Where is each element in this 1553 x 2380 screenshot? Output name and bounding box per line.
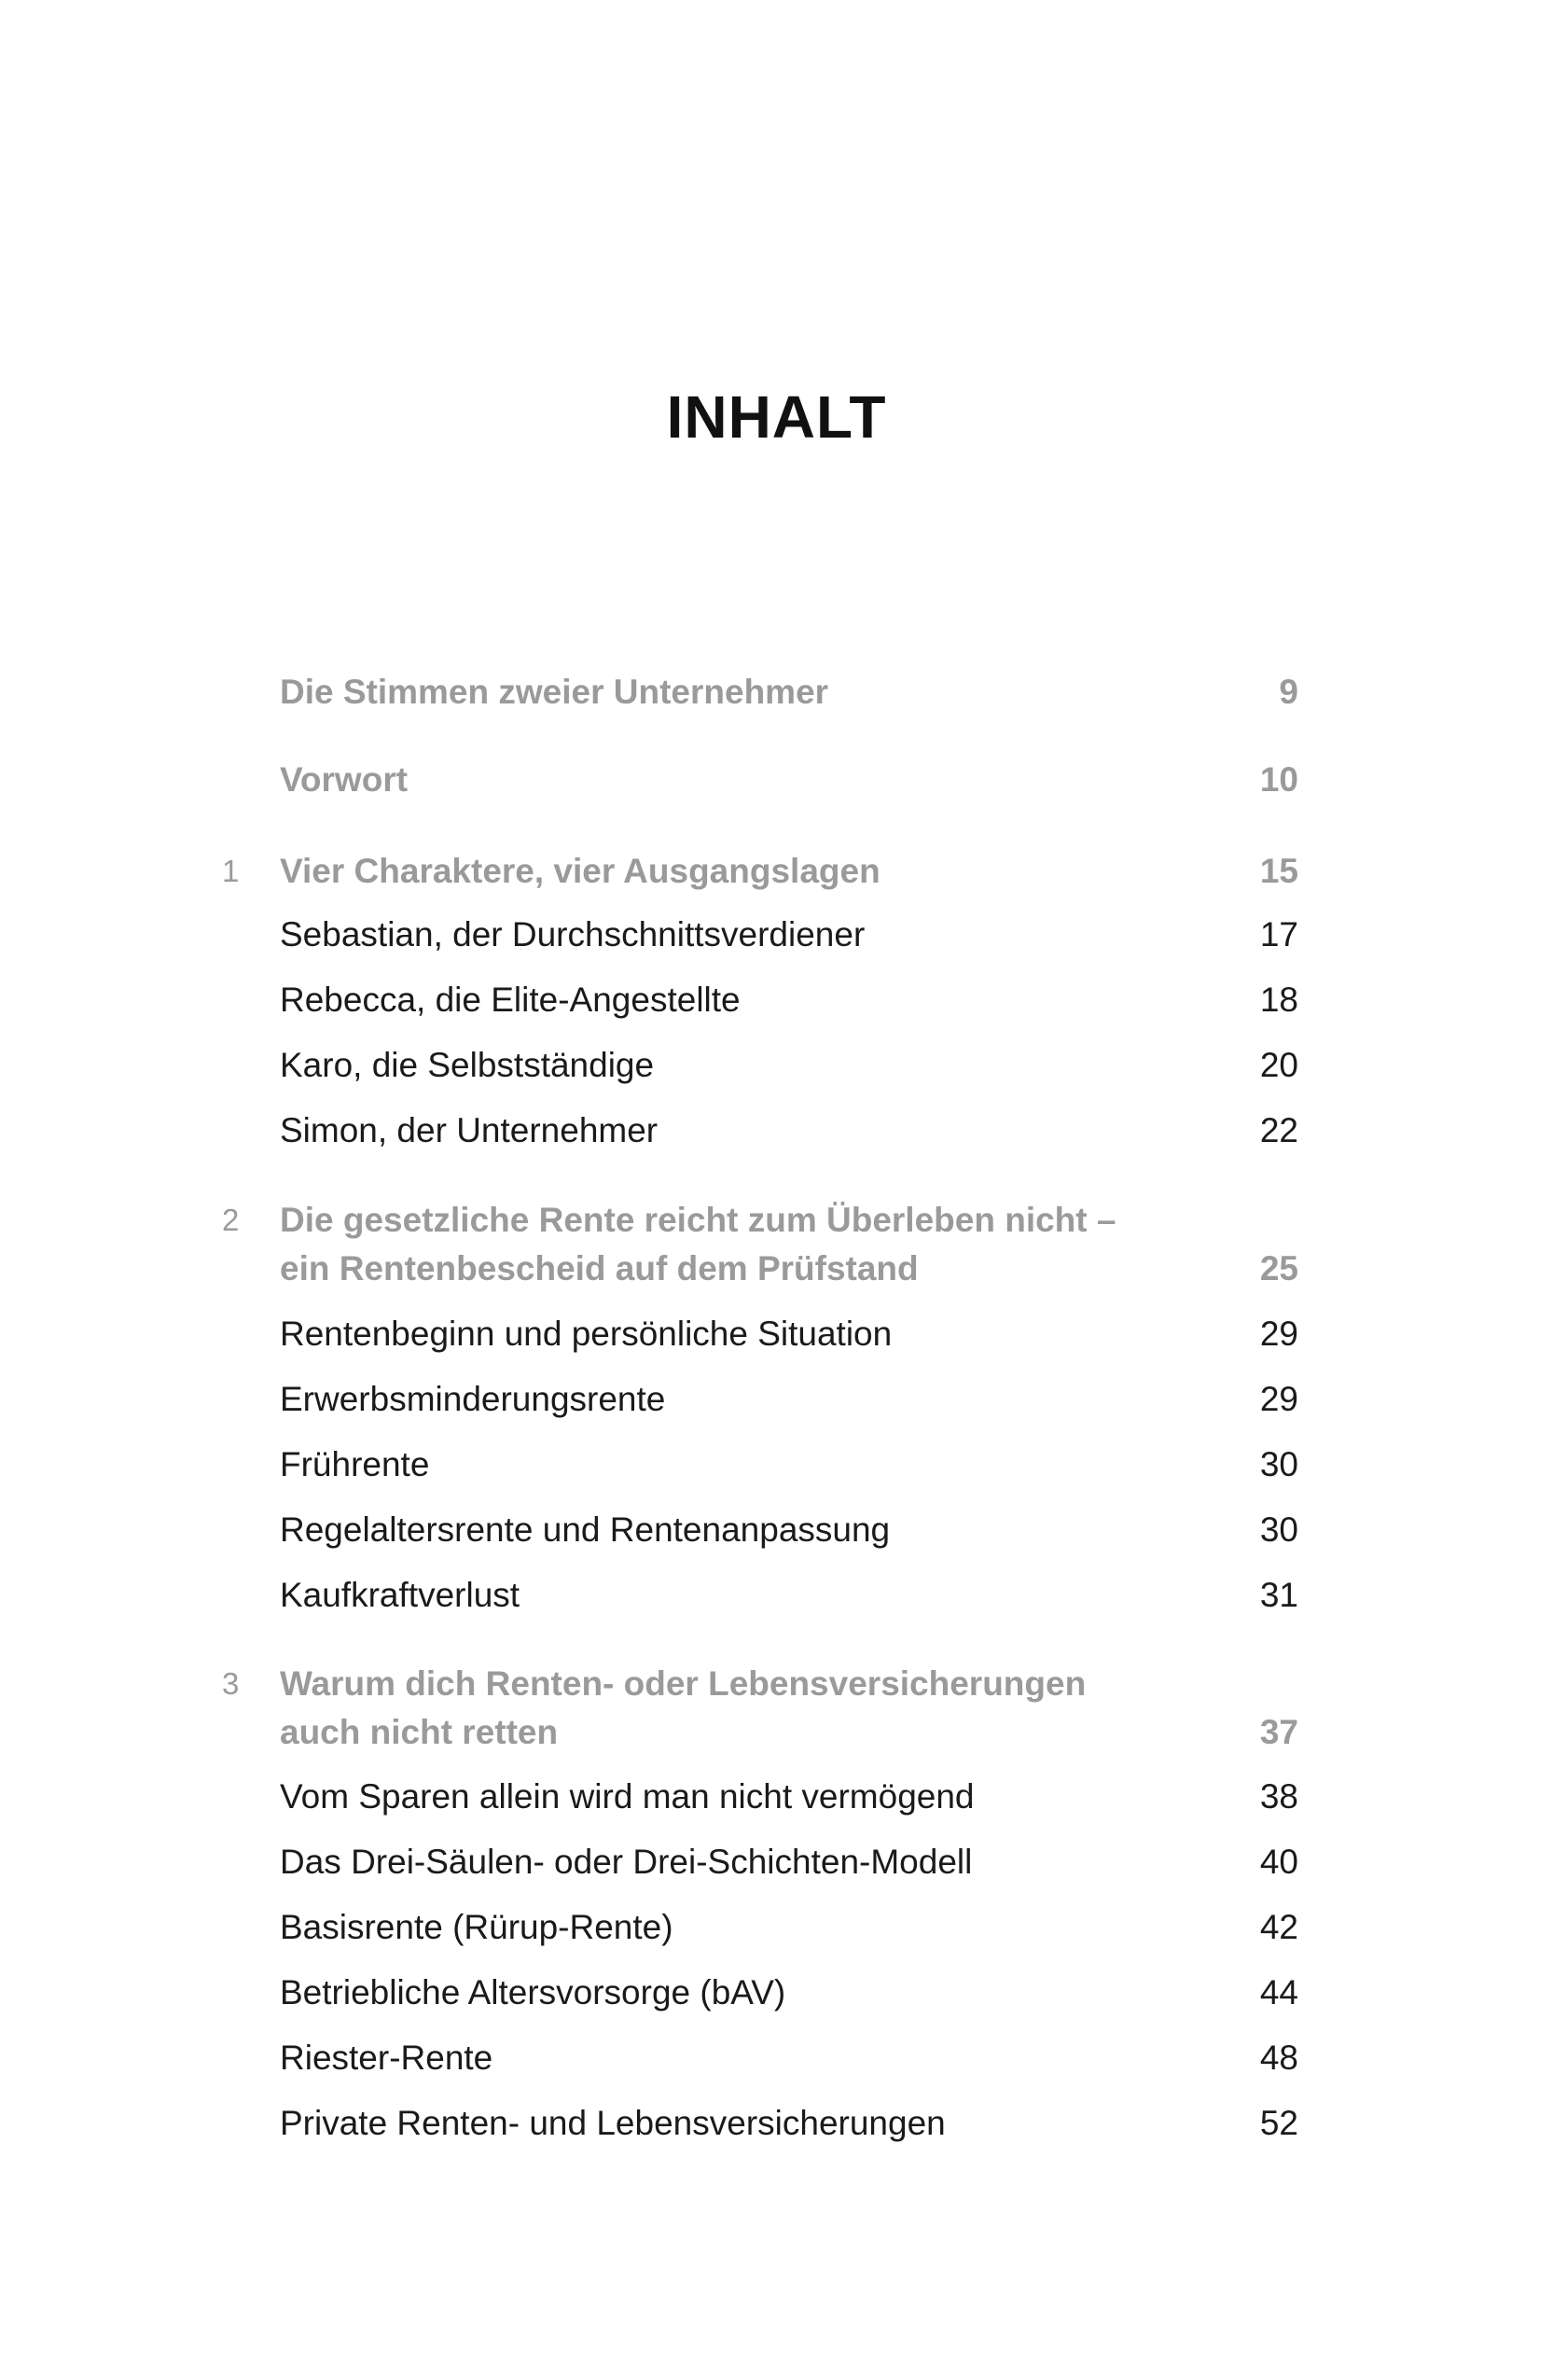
toc-entry-title: Karo, die Selbstständige: [280, 1046, 655, 1084]
toc-entry-title-line2: auch nicht retten: [280, 1713, 559, 1751]
toc-entry-page: 42: [1259, 1908, 1298, 1946]
toc-entry-page: 17: [1259, 915, 1298, 953]
toc-entry-page: 25: [1259, 1249, 1298, 1287]
toc-entry-page: 18: [1259, 981, 1298, 1019]
toc-entry-title: Simon, der Unternehmer: [280, 1111, 659, 1149]
page-title: INHALT: [666, 383, 887, 451]
toc-entry-page: 9: [1279, 673, 1298, 711]
toc-entry-title: Rebecca, die Elite-Angestellte: [280, 981, 741, 1019]
toc-entry-title: Erwerbsminderungsrente: [280, 1380, 666, 1418]
toc-entry-page: 10: [1259, 760, 1298, 799]
toc-entry-title: Basisrente (Rürup-Rente): [280, 1908, 673, 1946]
toc-entry-title: Rentenbeginn und persönliche Situation: [280, 1315, 893, 1353]
toc-entry-title-line1: Warum dich Renten- oder Lebensversicherungen: [280, 1664, 1087, 1703]
toc-entry-page: 22: [1259, 1111, 1298, 1149]
toc-entry-page: 40: [1259, 1843, 1298, 1881]
toc-entry-title: Sebastian, der Durchschnittsverdiener: [280, 915, 866, 953]
toc-chapter-number: 1: [222, 854, 240, 888]
toc-chapter-number: 2: [222, 1203, 240, 1237]
toc-entry-title: Vom Sparen allein wird man nicht vermögend: [280, 1777, 975, 1816]
toc-entry-page: 44: [1259, 1973, 1298, 2011]
toc-chapter-number: 3: [222, 1666, 240, 1701]
toc-entry-page: 29: [1259, 1315, 1298, 1353]
toc-entry-page: 38: [1259, 1777, 1298, 1816]
toc-entry-page: 37: [1259, 1713, 1298, 1751]
toc-entry-title: Kaufkraftverlust: [280, 1576, 520, 1614]
toc-entry-title: Regelaltersrente und Rentenanpassung: [280, 1510, 891, 1549]
toc-entry-title: Vier Charaktere, vier Ausgangslagen: [280, 852, 880, 890]
toc-entry-title: Betriebliche Altersvorsorge (bAV): [280, 1973, 786, 2011]
toc-entry-title: Das Drei-Säulen- oder Drei-Schichten-Modell: [280, 1843, 973, 1881]
toc-entry-page: 15: [1259, 852, 1298, 890]
toc-entry-title-line2: ein Rentenbescheid auf dem Prüfstand: [280, 1249, 919, 1287]
toc-entry-title: Die Stimmen zweier Unternehmer: [280, 673, 829, 711]
toc-entry-page: 52: [1259, 2104, 1298, 2142]
toc-entry-title: Frührente: [280, 1445, 430, 1483]
toc-entry-page: 30: [1259, 1445, 1298, 1483]
toc-entry-title: Riester-Rente: [280, 2039, 493, 2077]
toc-entry-title: Private Renten- und Lebensversicherungen: [280, 2104, 946, 2142]
toc-entry-page: 31: [1259, 1576, 1298, 1614]
toc-entry-title: Vorwort: [280, 760, 409, 799]
toc-entry-page: 30: [1259, 1510, 1298, 1549]
toc-entry-page: 29: [1259, 1380, 1298, 1418]
toc-entry-title-line1: Die gesetzliche Rente reicht zum Überleben nicht –: [280, 1201, 1116, 1239]
toc-entry-page: 20: [1259, 1046, 1298, 1084]
toc-entry-page: 48: [1259, 2039, 1298, 2077]
